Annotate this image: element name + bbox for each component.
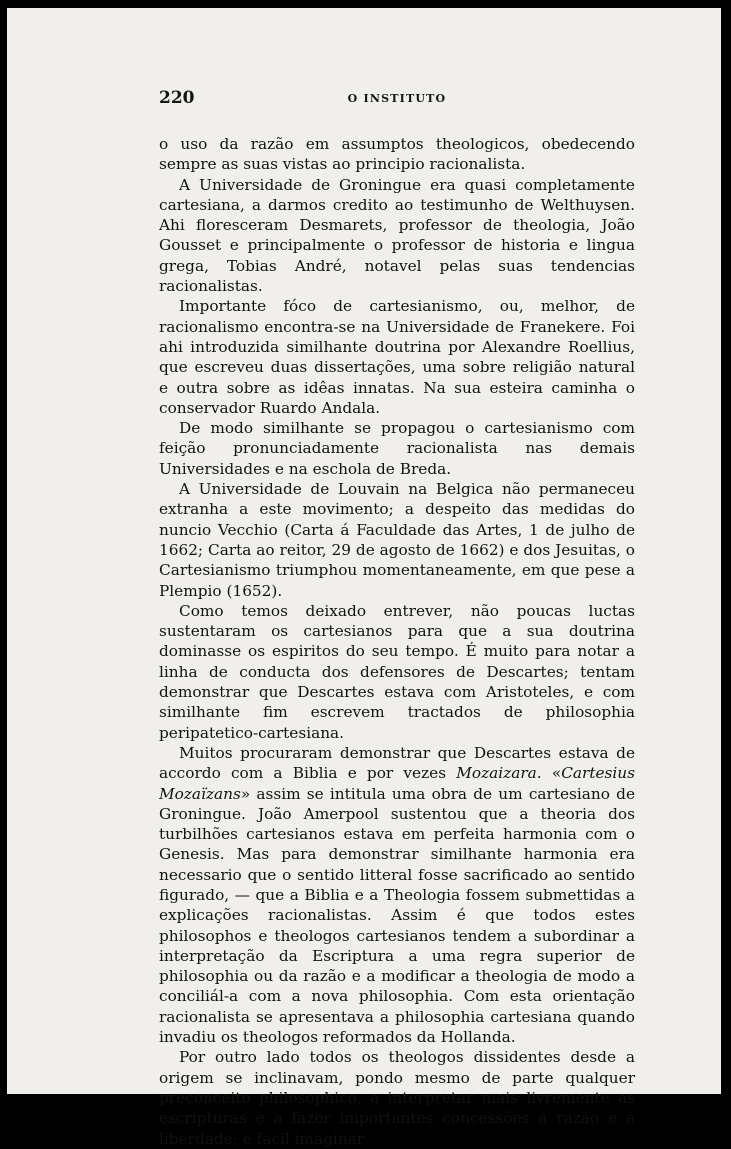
paragraph-7-italic-mozaizara: Mozaizara.: [456, 764, 542, 783]
book-page: [7, 8, 721, 1148]
paragraph-2: A Universidade de Groningue era quasi completamente cartesiana, a darmos credito ao testimunho de Welthuysen. Ahi floresceram Desmarets, professor de theologia, João Gousset e principalmente o professor de historia e lingua grega, Tobias André, notavel pelas suas tendencias racionalistas.: [159, 175, 635, 296]
paragraph-5: A Universidade de Louvain na Belgica não permaneceu extranha a este movimento; a despeito das medidas do nuncio Vecchio (Carta á Faculdade das Artes, 1 de julho de 1662; Carta ao reitor, 29 de agosto de 1662) e dos Jesuitas, o Cartesianismo triumphou momentaneamente, em que pese a Plempio (1652).: [159, 480, 635, 600]
page-number: 220: [159, 88, 195, 108]
paragraph-7-text-before: Muitos procuraram demonstrar que Descartes estava de accordo com a Biblia e por vezes: [159, 743, 635, 783]
body-text: [159, 134, 635, 1149]
page-header: [159, 88, 635, 112]
paragraph-7-italic-title: Cartesius Mozaïzans: [159, 764, 635, 803]
paragraph-3: Importante fóco de cartesianismo, ou, melhor, de racionalismo encontra-se na Universidade de Franekere. Foi ahi introduzida similhante doutrina por Alexandre Roellius, que escreveu duas dissertações, uma sobre religião natural e outra sobre as idêas innatas. Na sua esteira caminha o conservador Ruardo Andala.: [159, 297, 635, 417]
paragraph-6: Como temos deixado entrever, não poucas luctas sustentaram os cartesianos para que a sua doutrina dominasse os espiritos do seu tempo. É muito para notar a linha de conducta dos defensores de Descartes; tentam demonstrar que Descartes estava com Aristoteles, e com similhante fim escrevem tractados de philosophia peripatetico-cartesiana.: [159, 601, 635, 742]
paragraph-4: De modo similhante se propagou o cartesianismo com feição pronunciadamente racionalista nas demais Universidades e na eschola de Breda.: [159, 419, 635, 478]
paragraph-7-text-between: «: [541, 764, 562, 783]
paragraph-8: Por outro lado todos os theologos dissidentes desde a origem se inclinavam, pondo mesmo de parte qualquer preconceito philosophico, a interpretar mais livremente as escripturas e a fazer importantes concessões á razão e á liberdade; é facil imaginar: [159, 1048, 635, 1148]
paragraph-1: o uso da razão em assumptos theologicos, obedecendo sempre as suas vistas ao principio racionalista.: [159, 135, 635, 174]
paragraph-7: [159, 743, 635, 1047]
paragraph-7-text-after: » assim se intitula uma obra de um cartesiano de Groningue. João Amerpool sustentou que a theoria dos turbilhões cartesianos estava em perfeita harmonia com o Genesis. Mas para demonstrar similhante harmonia era necessario que o sentido litteral fosse sacrificado ao sentido figurado, — que a Biblia e a Theologia fossem submettidas a explicações racionalistas. Assim é que todos estes philosophos e theologos cartesianos tendem a subordinar a interpretação da Escriptura a uma regra superior de philosophia ou da razão e a modificar a theologia de modo a conciliál-a com a nova philosophia. Com esta orientação racionalista se apresentava a philosophia cartesiana quando invadiu os theologos reformados da Hollanda.: [159, 784, 635, 1047]
running-title: O INSTITUTO: [347, 92, 447, 105]
